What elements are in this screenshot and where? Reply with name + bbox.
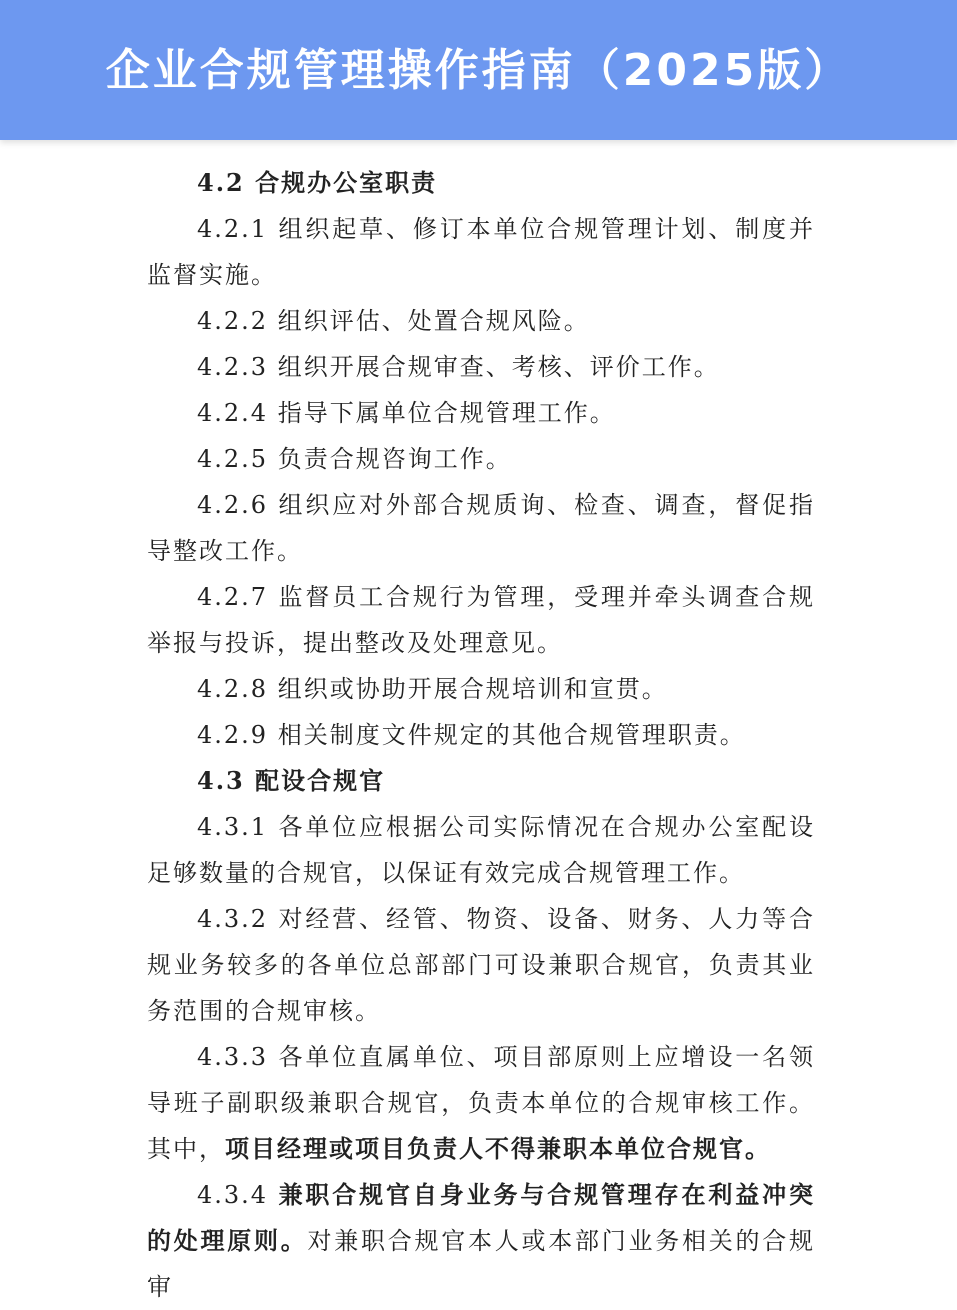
paragraph-4-3-2: 4.3.2 对经营、经管、物资、设备、财务、人力等合规业务较多的各单位总部部门可设兼职合规官，负责其业务范围的合规审核。	[147, 905, 815, 1025]
paragraph-4-2-3: 4.2.3 组织开展合规审查、考核、评价工作。	[197, 353, 720, 381]
document-body	[147, 160, 815, 1310]
paragraph-4-2-5: 4.2.5 负责合规咨询工作。	[197, 445, 512, 473]
paragraph-4-3-4-number: 4.3.4	[197, 1181, 279, 1209]
paragraph-4-2-7: 4.2.7 监督员工合规行为管理，受理并牵头调查合规举报与投诉，提出整改及处理意见。	[147, 583, 815, 657]
title-banner	[0, 0, 957, 140]
paragraph-4-2-4: 4.2.4 指导下属单位合规管理工作。	[197, 399, 616, 427]
paragraph-4-3-3-emphasis: 项目经理或项目负责人不得兼职本单位合规官。	[225, 1134, 771, 1163]
paragraph-4-3-3	[147, 1034, 815, 1172]
paragraph-4-2-1: 4.2.1 组织起草、修订本单位合规管理计划、制度并监督实施。	[147, 215, 815, 289]
paragraph-4-3-4-emphasis: 兼职合规官自身业务与合规管理存在利益冲突的处理原则。	[147, 1180, 815, 1255]
paragraph-4-3-4	[147, 1172, 815, 1310]
paragraph-4-2-9: 4.2.9 相关制度文件规定的其他合规管理职责。	[197, 721, 746, 749]
section-heading-4-3: 4.3 配设合规官	[197, 766, 386, 795]
paragraph-4-2-2: 4.2.2 组织评估、处置合规风险。	[197, 307, 590, 335]
section-heading-4-2: 4.2 合规办公室职责	[197, 168, 438, 197]
paragraph-4-3-1: 4.3.1 各单位应根据公司实际情况在合规办公室配设足够数量的合规官，以保证有效完成合规管理工作。	[147, 813, 815, 887]
paragraph-4-3-4-text: 对兼职合规官本人或本部门业务相关的合规审	[147, 1227, 815, 1301]
paragraph-4-2-8: 4.2.8 组织或协助开展合规培训和宣贯。	[197, 675, 668, 703]
document-title: 企业合规管理操作指南（2025版）	[105, 45, 852, 96]
paragraph-4-2-6: 4.2.6 组织应对外部合规质询、检查、调查，督促指导整改工作。	[147, 491, 815, 565]
paragraph-4-3-3-text: 4.3.3 各单位直属单位、项目部原则上应增设一名领导班子副职级兼职合规官，负责本单位的合规审核工作。其中，	[147, 1043, 815, 1163]
